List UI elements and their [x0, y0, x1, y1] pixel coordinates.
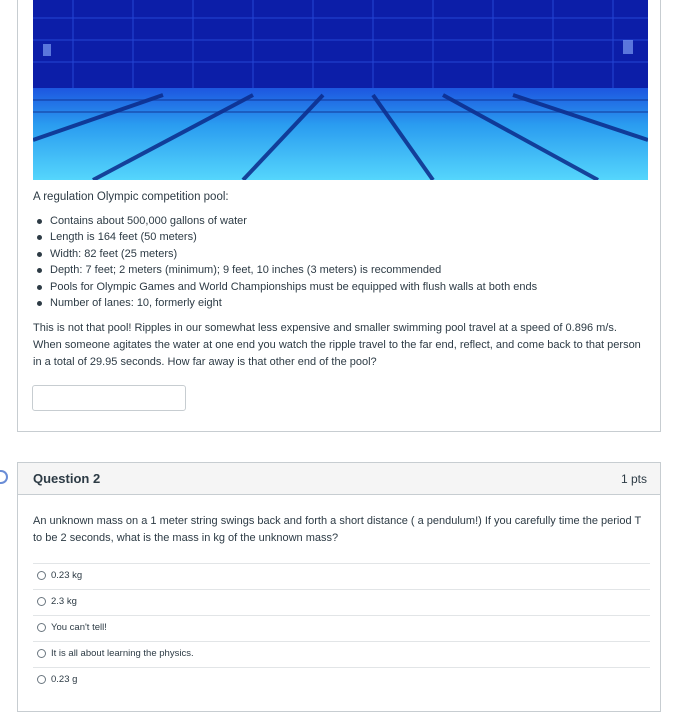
answer-input[interactable] [32, 385, 186, 411]
radio-button[interactable] [37, 571, 46, 580]
pool-intro-text: A regulation Olympic competition pool: [33, 191, 229, 203]
answer-option-label: 0.23 g [51, 674, 78, 685]
list-item: Pools for Olympic Games and World Championships must be equipped with flush walls at both ends [33, 279, 537, 295]
list-item: Depth: 7 feet; 2 meters (minimum); 9 feet, 10 inches (3 meters) is recommended [33, 262, 537, 278]
list-item: Length is 164 feet (50 meters) [33, 229, 537, 245]
question-2-text: An unknown mass on a 1 meter string swings back and forth a short distance ( a pendulum!) If you carefully time the period T to be 2 seconds, what is the mass in kg of the unknown mass? [33, 515, 641, 544]
question-points: 1 pts [620, 472, 647, 486]
answer-option[interactable] [33, 563, 650, 589]
list-item: Number of lanes: 10, formerly eight [33, 295, 537, 311]
radio-button[interactable] [37, 675, 46, 684]
answer-option-label: It is all about learning the physics. [51, 648, 194, 659]
answer-option-label: 0.23 kg [51, 570, 83, 581]
answer-option-label: You can't tell! [51, 622, 107, 633]
pool-facts-list [33, 213, 537, 311]
list-item: Contains about 500,000 gallons of water [33, 213, 537, 229]
pool-image [33, 0, 648, 180]
question-title: Question 2 [33, 471, 101, 486]
question-header [18, 463, 660, 495]
question-2-card [17, 462, 661, 712]
question-1-text: This is not that pool! Ripples in our somewhat less expensive and smaller swimming pool travel at a speed of 0.896 m/s. When someone agitates the water at one end you watch the ripple travel to the far end, reflect, and come back to that person in a total of 29.95 seconds. How far away is that other end of the pool? [33, 322, 641, 368]
radio-button[interactable] [37, 597, 46, 606]
radio-button[interactable] [37, 623, 46, 632]
current-question-marker-icon [0, 470, 8, 484]
answer-option[interactable] [33, 641, 650, 667]
answer-option-label: 2.3 kg [51, 596, 77, 607]
answer-option[interactable] [33, 667, 650, 693]
radio-button[interactable] [37, 649, 46, 658]
answer-option[interactable] [33, 615, 650, 641]
list-item: Width: 82 feet (25 meters) [33, 246, 537, 262]
answer-option[interactable] [33, 589, 650, 615]
